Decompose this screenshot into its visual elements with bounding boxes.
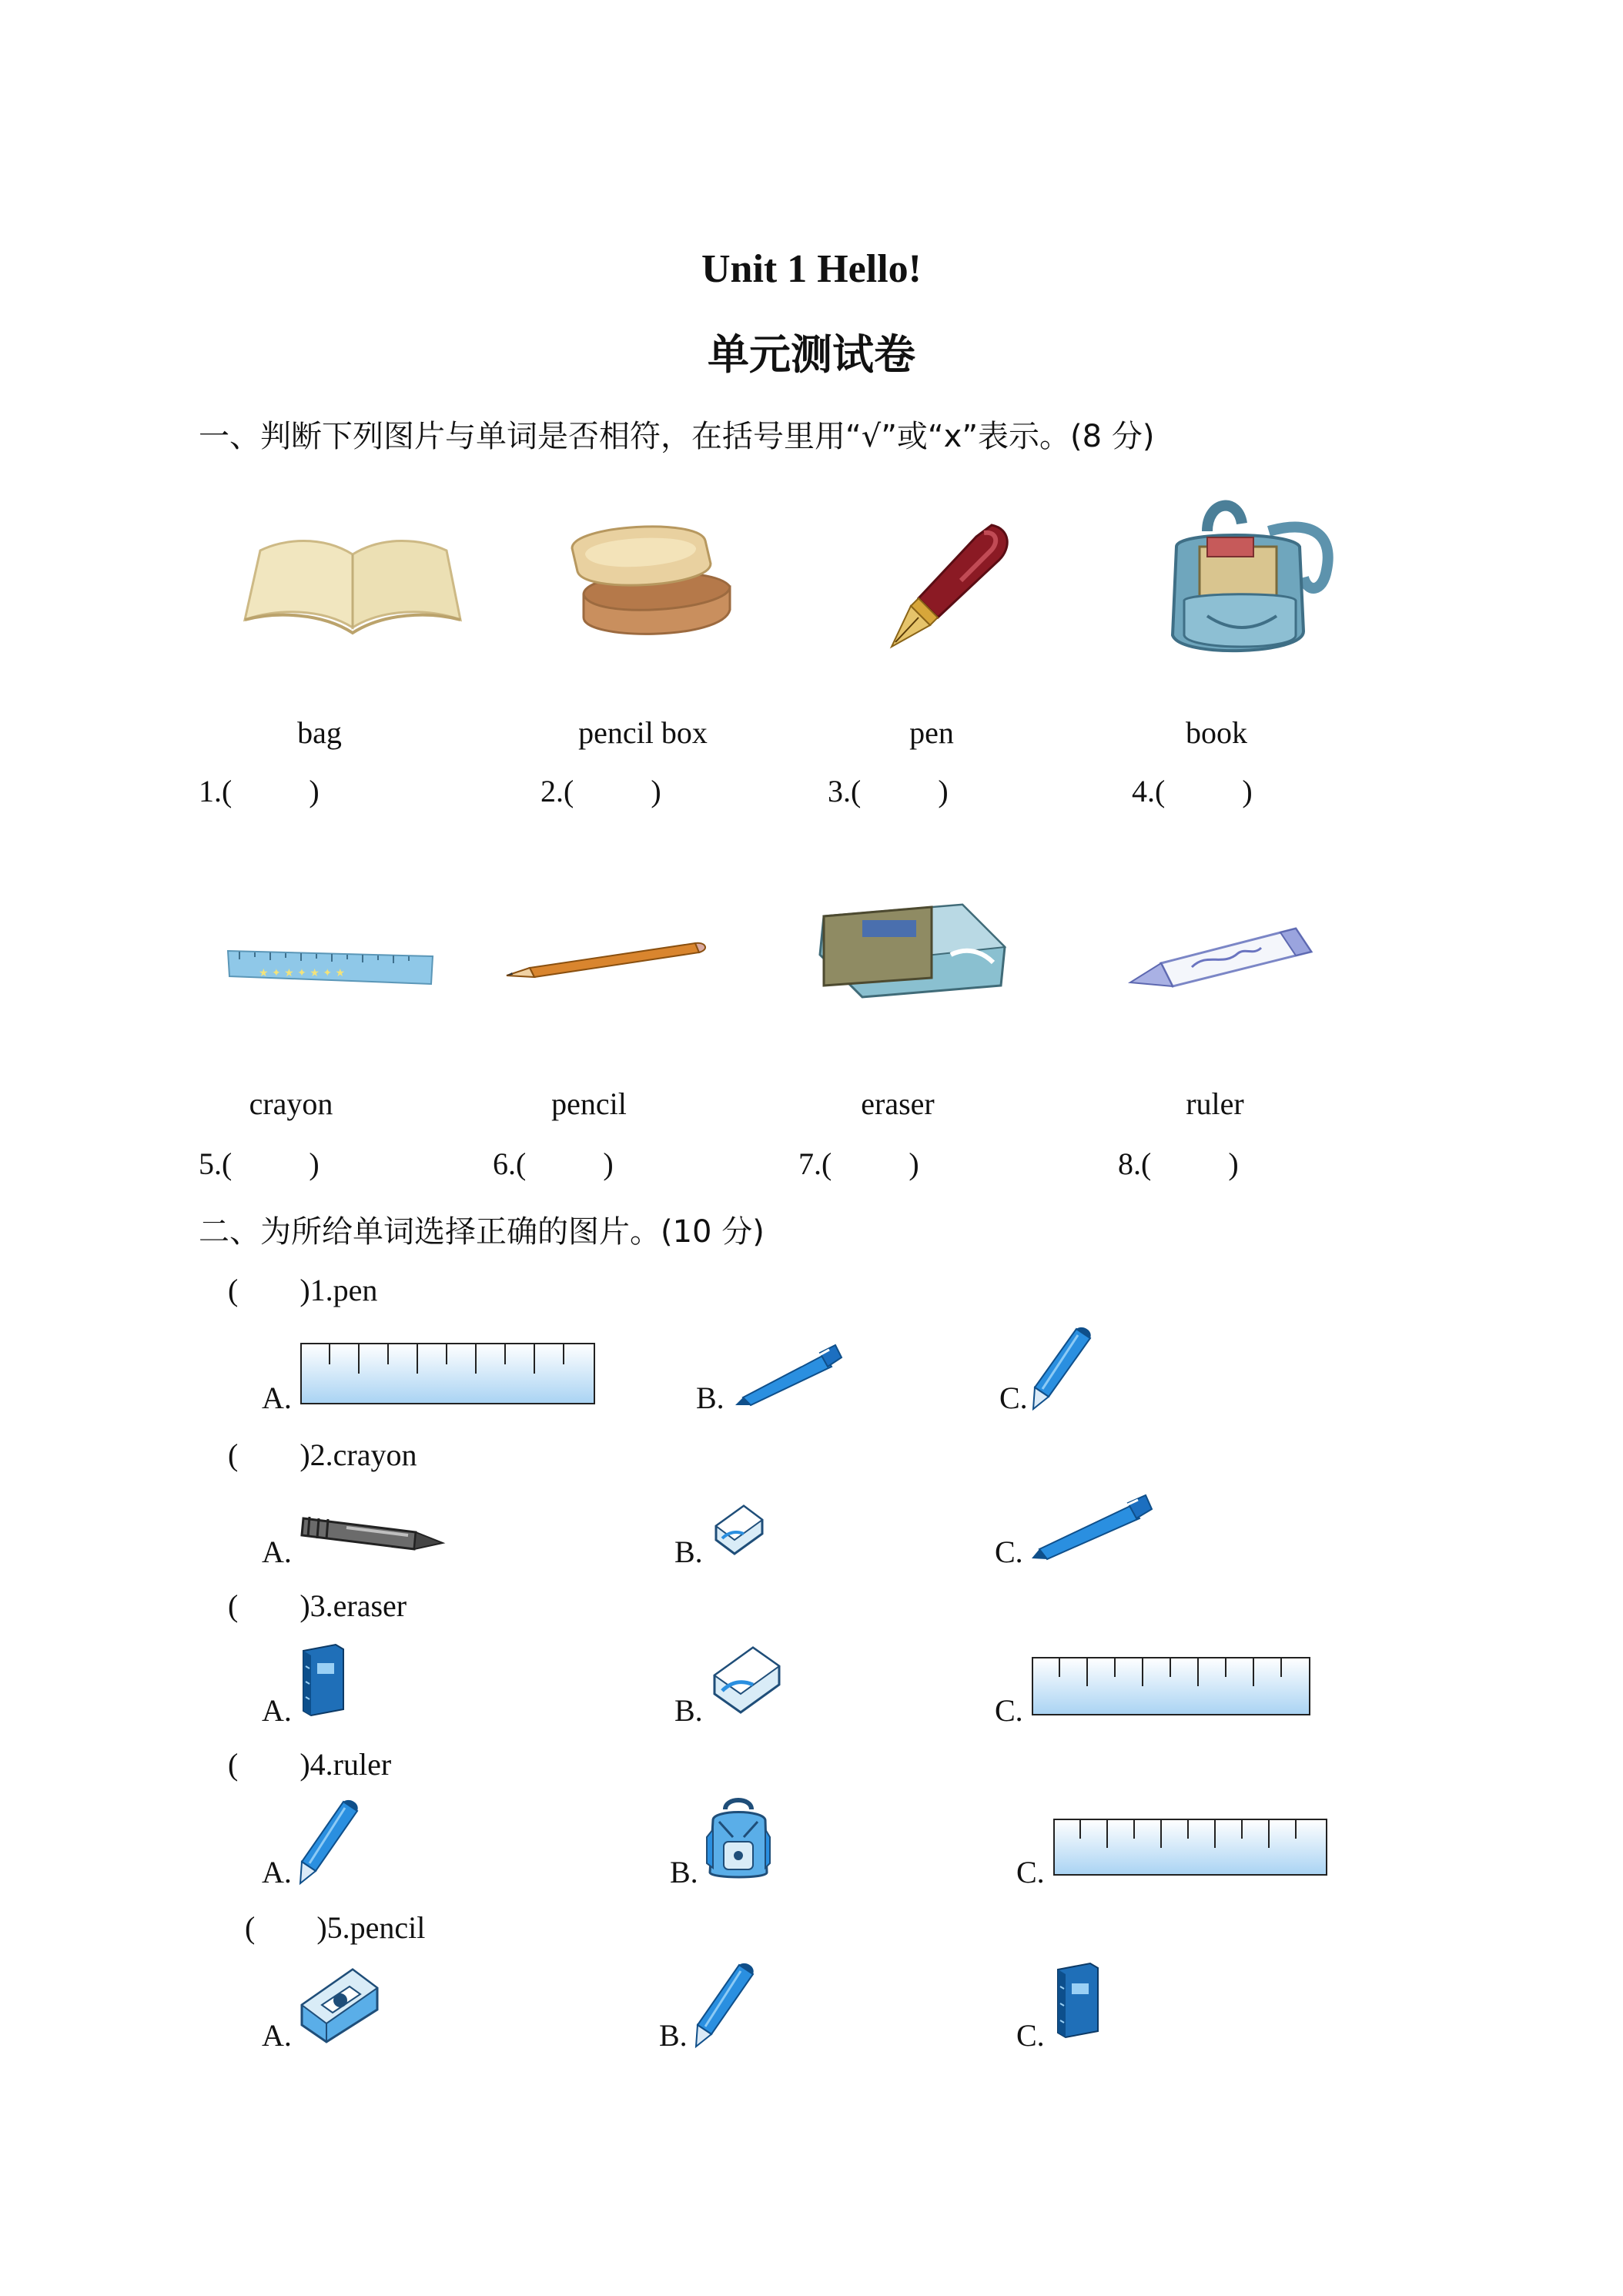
q4-option-c-letter[interactable]: C.: [1016, 1855, 1045, 1889]
question-4[interactable]: ( )4.ruler: [228, 1747, 392, 1782]
q2-option-c-letter[interactable]: C.: [995, 1535, 1023, 1569]
word-ruler: ruler: [1186, 1086, 1244, 1121]
q4-option-b-letter[interactable]: B.: [670, 1855, 698, 1889]
question-2[interactable]: ( )2.crayon: [228, 1438, 417, 1472]
answer-8[interactable]: 8.( ): [1118, 1146, 1239, 1181]
svg-text:★ ✦ ★ ✦ ★ ✦ ★: ★ ✦ ★ ✦ ★ ✦ ★: [259, 967, 346, 979]
word-pen: pen: [909, 715, 954, 750]
section2-heading: 二、为所给单词选择正确的图片。(10 分): [199, 1214, 765, 1250]
pencil-box-icon: [568, 517, 738, 648]
word-pencil-box: pencil box: [578, 715, 708, 750]
answer-2[interactable]: 2.( ): [540, 774, 661, 808]
q4-option-a-letter[interactable]: A.: [262, 1855, 292, 1889]
q1-option-b-letter[interactable]: B.: [696, 1381, 724, 1415]
ruler-icon[interactable]: [300, 1343, 595, 1404]
ruler-icon[interactable]: [1053, 1819, 1327, 1876]
q2-option-b-letter[interactable]: B.: [674, 1535, 703, 1569]
book-icon[interactable]: [1052, 1962, 1101, 2039]
book-icon[interactable]: [297, 1643, 346, 1716]
answer-3[interactable]: 3.( ): [828, 774, 949, 808]
page-subtitle: 单元测试卷: [708, 330, 915, 379]
pen-icon[interactable]: [735, 1344, 843, 1405]
ruler-icon: [228, 947, 433, 986]
fountain-pen-icon: [876, 517, 1015, 656]
pencil-icon[interactable]: [1032, 1326, 1093, 1411]
q1-option-a-letter[interactable]: A.: [262, 1381, 292, 1415]
q3-option-b-letter[interactable]: B.: [674, 1693, 703, 1728]
schoolbag-icon[interactable]: [705, 1799, 771, 1880]
crayon-icon[interactable]: [300, 1511, 443, 1557]
sharpener-icon[interactable]: [299, 1965, 380, 2045]
page-title: Unit 1 Hello!: [701, 247, 922, 291]
pencil-icon[interactable]: [693, 1962, 756, 2047]
pencil-icon[interactable]: [297, 1799, 360, 1883]
q5-option-a-letter[interactable]: A.: [262, 2018, 292, 2053]
word-book: book: [1186, 715, 1247, 750]
q1-option-c-letter[interactable]: C.: [999, 1381, 1028, 1415]
ruler-icon[interactable]: [1032, 1657, 1310, 1715]
question-5[interactable]: ( )5.pencil: [245, 1910, 426, 1945]
q5-option-c-letter[interactable]: C.: [1016, 2018, 1045, 2053]
answer-1[interactable]: 1.( ): [199, 774, 320, 808]
word-bag: bag: [297, 715, 342, 750]
q3-option-a-letter[interactable]: A.: [262, 1693, 292, 1728]
pencil-icon: [507, 935, 711, 982]
q5-option-b-letter[interactable]: B.: [659, 2018, 688, 2053]
question-3[interactable]: ( )3.eraser: [228, 1588, 407, 1623]
answer-7[interactable]: 7.( ): [798, 1146, 919, 1181]
section1-heading: 一、判断下列图片与单词是否相符，在括号里用“√”或“x”表示。(8 分): [199, 419, 1155, 454]
crayon-icon: [1130, 921, 1315, 990]
answer-6[interactable]: 6.( ): [493, 1146, 614, 1181]
eraser-icon: [816, 901, 1009, 1001]
answer-5[interactable]: 5.( ): [199, 1146, 320, 1181]
word-eraser: eraser: [861, 1086, 935, 1121]
pen-icon[interactable]: [1032, 1494, 1155, 1559]
word-pencil: pencil: [551, 1086, 627, 1121]
answer-4[interactable]: 4.( ): [1132, 774, 1253, 808]
question-1[interactable]: ( )1.pen: [228, 1273, 378, 1307]
q3-option-c-letter[interactable]: C.: [995, 1693, 1023, 1728]
schoolbag-icon: [1153, 500, 1338, 670]
eraser-icon[interactable]: [711, 1645, 782, 1715]
q2-option-a-letter[interactable]: A.: [262, 1535, 292, 1569]
book-icon: [245, 531, 460, 639]
eraser-icon[interactable]: [713, 1503, 765, 1557]
word-crayon: crayon: [249, 1086, 333, 1121]
